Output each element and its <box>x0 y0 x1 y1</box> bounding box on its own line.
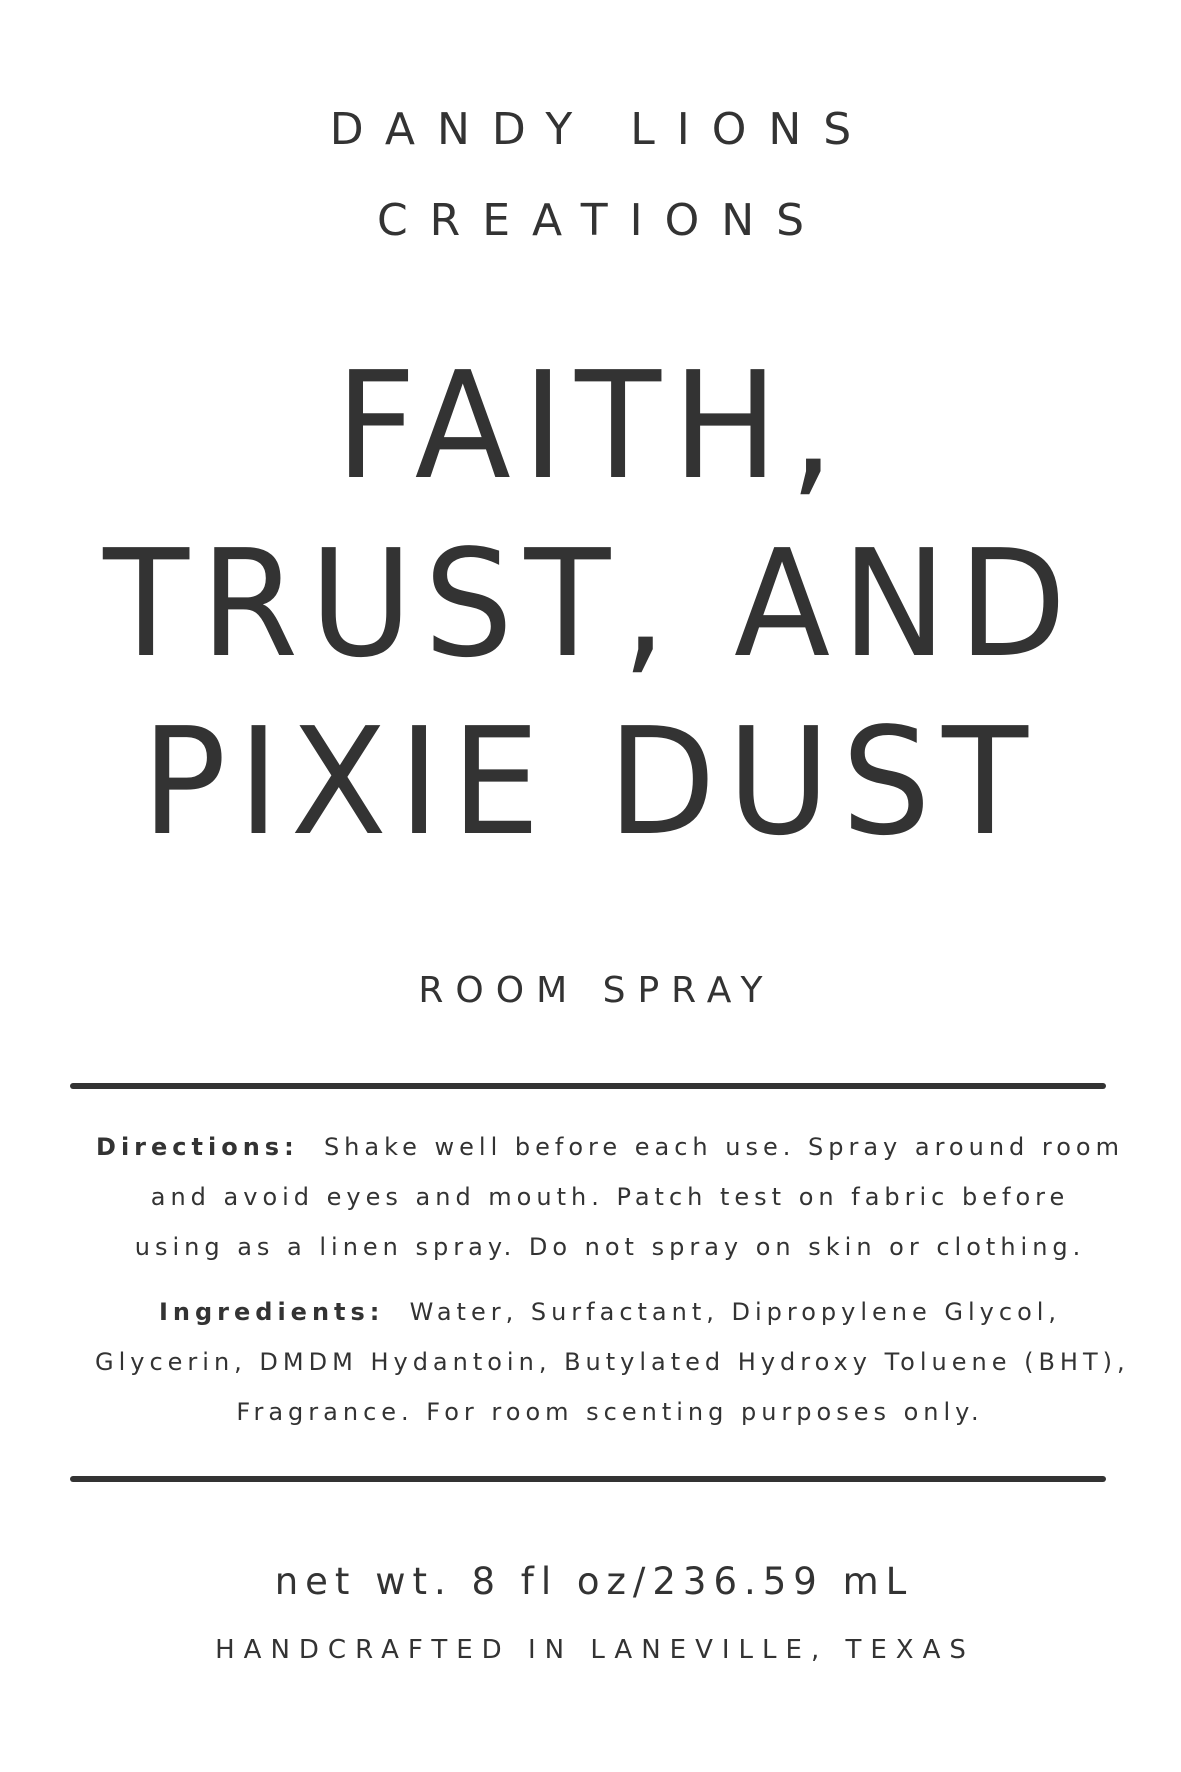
net-weight: net wt. 8 fl oz/236.59 mL <box>274 1560 914 1603</box>
directions-line-3: using as a linen spray. Do not spray on skin or clothing. <box>134 1233 1086 1261</box>
ingredients-block <box>95 1287 1130 1437</box>
ingredients-text-1: Water, Surfactant, Dipropylene Glycol, <box>409 1298 1062 1326</box>
directions-line-2: and avoid eyes and mouth. Patch test on fabric before <box>150 1183 1070 1211</box>
ingredients-line-1 <box>95 1287 1125 1337</box>
product-title-line-1: FAITH, <box>335 340 846 512</box>
product-title-line-2: TRUST, AND <box>103 518 1078 690</box>
directions-line-1 <box>95 1122 1125 1172</box>
origin-statement: HANDCRAFTED IN LANEVILLE, TEXAS <box>215 1635 975 1665</box>
top-divider <box>70 1083 1106 1089</box>
directions-block <box>95 1122 1125 1272</box>
product-type: ROOM SPRAY <box>418 970 775 1011</box>
brand-name-line-1: DANDY LIONS <box>329 104 874 155</box>
ingredients-line-3: Fragrance. For room scenting purposes only. <box>236 1398 984 1426</box>
bottom-divider <box>70 1476 1106 1482</box>
ingredients-line-2: Glycerin, DMDM Hydantoin, Butylated Hydroxy Toluene (BHT), <box>95 1348 1130 1376</box>
product-title-line-3: PIXIE DUST <box>141 696 1040 868</box>
directions-text-1: Shake well before each use. Spray around room <box>323 1133 1124 1161</box>
brand-name-line-2: CREATIONS <box>376 195 827 246</box>
ingredients-heading: Ingredients: <box>158 1298 385 1326</box>
directions-heading: Directions: <box>96 1133 299 1161</box>
